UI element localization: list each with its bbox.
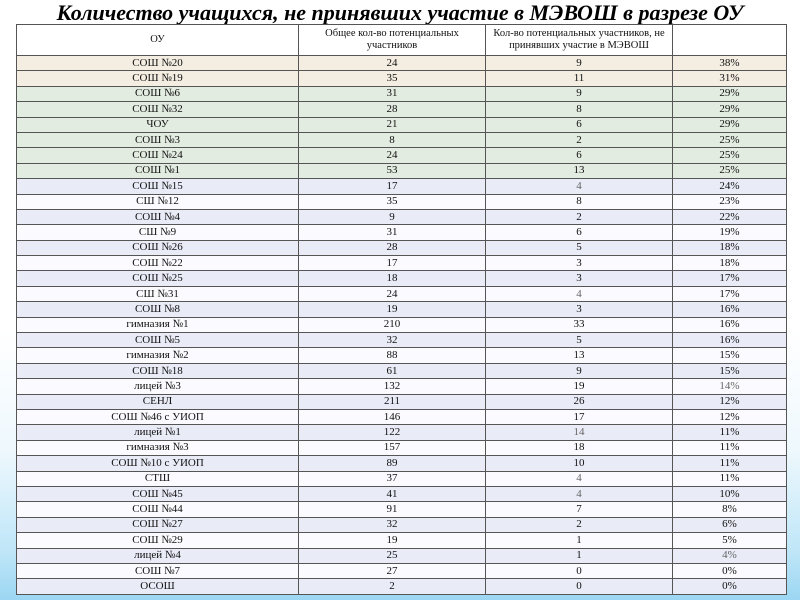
cell-total: 17 (299, 256, 486, 271)
table-row (17, 302, 787, 317)
cell-total: 35 (299, 71, 486, 86)
table-row (17, 502, 787, 517)
cell-school: СЕНЛ (17, 394, 299, 409)
cell-school: гимназия №3 (17, 440, 299, 455)
cell-total: 157 (299, 440, 486, 455)
cell-total: 41 (299, 486, 486, 501)
cell-missed: 2 (486, 517, 673, 532)
cell-total: 37 (299, 471, 486, 486)
cell-school: лицей №4 (17, 548, 299, 563)
cell-percent: 15% (673, 363, 787, 378)
cell-total: 19 (299, 302, 486, 317)
cell-total: 210 (299, 317, 486, 332)
cell-missed: 9 (486, 363, 673, 378)
cell-total: 21 (299, 117, 486, 132)
cell-school: СОШ №27 (17, 517, 299, 532)
cell-total: 122 (299, 425, 486, 440)
cell-total: 88 (299, 348, 486, 363)
cell-missed: 1 (486, 548, 673, 563)
cell-total: 24 (299, 286, 486, 301)
cell-missed: 3 (486, 271, 673, 286)
cell-school: СОШ №44 (17, 502, 299, 517)
cell-school: СШ №31 (17, 286, 299, 301)
table-row (17, 348, 787, 363)
cell-total: 32 (299, 333, 486, 348)
cell-school: СОШ №32 (17, 102, 299, 117)
cell-total: 2 (299, 579, 486, 594)
cell-percent: 8% (673, 502, 787, 517)
cell-school: СОШ №5 (17, 333, 299, 348)
cell-total: 132 (299, 379, 486, 394)
cell-percent: 31% (673, 71, 787, 86)
cell-missed: 5 (486, 333, 673, 348)
table-row (17, 471, 787, 486)
cell-total: 28 (299, 102, 486, 117)
cell-school: лицей №3 (17, 379, 299, 394)
page-title: Количество учащихся, не принявших участие в МЭВОШ в разрезе ОУ (56, 0, 744, 25)
table-row (17, 379, 787, 394)
cell-percent: 0% (673, 563, 787, 578)
cell-school: СОШ №26 (17, 240, 299, 255)
cell-total: 61 (299, 363, 486, 378)
cell-missed: 3 (486, 256, 673, 271)
cell-missed: 8 (486, 102, 673, 117)
table-row (17, 86, 787, 101)
cell-missed: 11 (486, 71, 673, 86)
cell-percent: 29% (673, 102, 787, 117)
table-header (17, 25, 787, 56)
cell-school: СОШ №1 (17, 163, 299, 178)
cell-percent: 12% (673, 394, 787, 409)
cell-total: 19 (299, 533, 486, 548)
header-row (17, 25, 787, 56)
cell-missed: 9 (486, 56, 673, 71)
cell-total: 17 (299, 179, 486, 194)
table-row (17, 163, 787, 178)
table-row (17, 317, 787, 332)
cell-school: СОШ №29 (17, 533, 299, 548)
table-body (17, 56, 787, 595)
cell-percent: 11% (673, 456, 787, 471)
cell-missed: 4 (486, 286, 673, 301)
cell-school: СОШ №45 (17, 486, 299, 501)
cell-school: лицей №1 (17, 425, 299, 440)
cell-percent: 29% (673, 86, 787, 101)
cell-total: 24 (299, 56, 486, 71)
cell-missed: 6 (486, 117, 673, 132)
cell-school: СОШ №10 с УИОП (17, 456, 299, 471)
cell-school: СТШ (17, 471, 299, 486)
cell-school: СОШ №8 (17, 302, 299, 317)
cell-total: 91 (299, 502, 486, 517)
cell-percent: 14% (673, 379, 787, 394)
cell-missed: 0 (486, 579, 673, 594)
cell-percent: 22% (673, 209, 787, 224)
table-row (17, 102, 787, 117)
cell-total: 8 (299, 132, 486, 147)
table-row (17, 486, 787, 501)
cell-total: 31 (299, 86, 486, 101)
cell-school: гимназия №1 (17, 317, 299, 332)
cell-school: СОШ №7 (17, 563, 299, 578)
cell-percent: 4% (673, 548, 787, 563)
cell-missed: 18 (486, 440, 673, 455)
cell-school: гимназия №2 (17, 348, 299, 363)
cell-school: СОШ №20 (17, 56, 299, 71)
table-row (17, 286, 787, 301)
cell-missed: 2 (486, 132, 673, 147)
table-row (17, 56, 787, 71)
cell-percent: 29% (673, 117, 787, 132)
table-row (17, 517, 787, 532)
cell-missed: 10 (486, 456, 673, 471)
table-row (17, 271, 787, 286)
cell-percent: 38% (673, 56, 787, 71)
cell-total: 146 (299, 409, 486, 424)
cell-percent: 25% (673, 163, 787, 178)
cell-school: СОШ №15 (17, 179, 299, 194)
table-row (17, 240, 787, 255)
cell-missed: 4 (486, 486, 673, 501)
table-row (17, 256, 787, 271)
cell-missed: 3 (486, 302, 673, 317)
cell-total: 35 (299, 194, 486, 209)
column-header-total: Общее кол-во потенциальных участников (299, 25, 486, 56)
cell-missed: 2 (486, 209, 673, 224)
cell-percent: 11% (673, 425, 787, 440)
table-row (17, 117, 787, 132)
cell-total: 211 (299, 394, 486, 409)
cell-missed: 14 (486, 425, 673, 440)
cell-total: 27 (299, 563, 486, 578)
column-header-missed: Кол-во потенциальных участников, не принявших участие в МЭВОШ (486, 25, 673, 56)
cell-school: СОШ №25 (17, 271, 299, 286)
cell-missed: 13 (486, 163, 673, 178)
table-row (17, 148, 787, 163)
cell-percent: 16% (673, 333, 787, 348)
cell-missed: 8 (486, 194, 673, 209)
cell-missed: 17 (486, 409, 673, 424)
cell-total: 89 (299, 456, 486, 471)
cell-percent: 24% (673, 179, 787, 194)
table-row (17, 440, 787, 455)
cell-percent: 19% (673, 225, 787, 240)
cell-total: 32 (299, 517, 486, 532)
cell-missed: 6 (486, 225, 673, 240)
cell-percent: 6% (673, 517, 787, 532)
cell-percent: 16% (673, 317, 787, 332)
cell-percent: 18% (673, 256, 787, 271)
cell-percent: 15% (673, 348, 787, 363)
cell-total: 25 (299, 548, 486, 563)
cell-school: СОШ №3 (17, 132, 299, 147)
cell-school: ЧОУ (17, 117, 299, 132)
cell-missed: 4 (486, 471, 673, 486)
cell-total: 18 (299, 271, 486, 286)
cell-missed: 0 (486, 563, 673, 578)
cell-school: СШ №9 (17, 225, 299, 240)
cell-missed: 4 (486, 179, 673, 194)
cell-percent: 18% (673, 240, 787, 255)
column-header-school: ОУ (17, 25, 299, 56)
table-row (17, 71, 787, 86)
table-row (17, 394, 787, 409)
cell-missed: 19 (486, 379, 673, 394)
cell-percent: 25% (673, 148, 787, 163)
table-row (17, 333, 787, 348)
cell-total: 28 (299, 240, 486, 255)
cell-missed: 26 (486, 394, 673, 409)
table-row (17, 548, 787, 563)
cell-missed: 33 (486, 317, 673, 332)
cell-percent: 17% (673, 286, 787, 301)
cell-school: СОШ №19 (17, 71, 299, 86)
table-row (17, 579, 787, 594)
cell-school: СОШ №24 (17, 148, 299, 163)
table-row (17, 425, 787, 440)
table-row (17, 409, 787, 424)
cell-percent: 11% (673, 471, 787, 486)
cell-total: 53 (299, 163, 486, 178)
table-row (17, 456, 787, 471)
cell-percent: 23% (673, 194, 787, 209)
cell-percent: 5% (673, 533, 787, 548)
cell-missed: 7 (486, 502, 673, 517)
table-row (17, 179, 787, 194)
participation-table (16, 24, 787, 595)
cell-percent: 16% (673, 302, 787, 317)
cell-missed: 1 (486, 533, 673, 548)
cell-total: 31 (299, 225, 486, 240)
table-row (17, 533, 787, 548)
cell-total: 24 (299, 148, 486, 163)
table-row (17, 563, 787, 578)
cell-school: СОШ №6 (17, 86, 299, 101)
table-row (17, 209, 787, 224)
cell-missed: 5 (486, 240, 673, 255)
cell-school: ОСОШ (17, 579, 299, 594)
cell-percent: 10% (673, 486, 787, 501)
cell-school: СШ №12 (17, 194, 299, 209)
cell-missed: 6 (486, 148, 673, 163)
cell-school: СОШ №46 с УИОП (17, 409, 299, 424)
table-row (17, 363, 787, 378)
cell-total: 9 (299, 209, 486, 224)
cell-missed: 9 (486, 86, 673, 101)
cell-percent: 17% (673, 271, 787, 286)
column-header-percent (673, 25, 787, 56)
cell-school: СОШ №4 (17, 209, 299, 224)
table-row (17, 225, 787, 240)
table-row (17, 194, 787, 209)
cell-percent: 0% (673, 579, 787, 594)
cell-percent: 11% (673, 440, 787, 455)
cell-school: СОШ №18 (17, 363, 299, 378)
cell-percent: 25% (673, 132, 787, 147)
cell-missed: 13 (486, 348, 673, 363)
cell-percent: 12% (673, 409, 787, 424)
table-row (17, 132, 787, 147)
cell-school: СОШ №22 (17, 256, 299, 271)
